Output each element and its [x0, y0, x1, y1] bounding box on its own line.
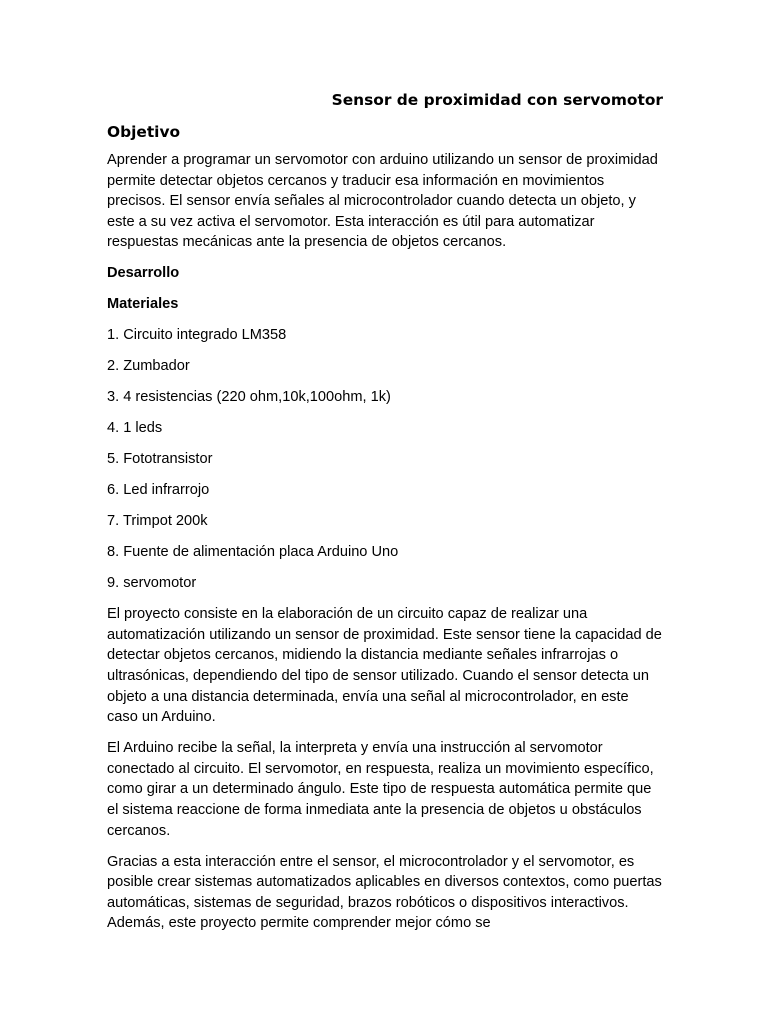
material-item: 8. Fuente de alimentación placa Arduino Uno: [107, 544, 399, 561]
development-heading: Desarrollo: [107, 265, 180, 282]
applications-paragraph: Gracias a esta interacción entre el sensor, el microcontrolador y el servomotor, es posible crear sistemas automatizados aplicables en diversos contextos, como puertas automáticas, sistemas de seguridad, brazos robóticos o dispositivos interactivos. Además, este proyecto permite comprender mejor cómo se: [107, 853, 662, 932]
material-item: 4. 1 leds: [107, 420, 163, 437]
material-item: 1. Circuito integrado LM358: [107, 327, 287, 344]
material-item: 3. 4 resistencias (220 ohm,10k,100ohm, 1k): [107, 389, 391, 406]
material-item: 7. Trimpot 200k: [107, 513, 208, 530]
project-description-paragraph: El proyecto consiste en la elaboración de un circuito capaz de realizar una automatización utilizando un sensor de proximidad. Este sensor tiene la capacidad de detectar objetos cercanos, midiendo la distancia mediante señales infrarrojas o ultrasónicas, dependiendo del tipo de sensor utilizado. Cuando el sensor detecta un objeto a una distancia determinada, envía una señal al microcontrolador, en este caso un Arduino.: [107, 606, 662, 726]
document-title: Sensor de proximidad con servomotor: [331, 91, 663, 109]
arduino-paragraph: El Arduino recibe la señal, la interpreta y envía una instrucción al servomotor conectado al circuito. El servomotor, en respuesta, realiza un movimiento específico, como girar a un determinado ángulo. Este tipo de respuesta automática permite que el sistema reaccione de forma inmediata ante la presencia de objetos u obstáculos cercanos.: [107, 740, 654, 839]
materials-list: [107, 325, 663, 593]
objective-paragraph: Aprender a programar un servomotor con arduino utilizando un sensor de proximidad permite detectar objetos cercanos y traducir esa información en movimientos precisos. El sensor envía señales al microcontrolador cuando detecta un objeto, y este a su vez activa el servomotor. Esta interacción es útil para automatizar respuestas mecánicas ante la presencia de objetos cercanos.: [107, 152, 658, 251]
material-item: 6. Led infrarrojo: [107, 482, 210, 499]
material-item: 5. Fototransistor: [107, 451, 213, 468]
material-item: 2. Zumbador: [107, 358, 190, 375]
materials-heading: Materiales: [107, 296, 179, 313]
objective-heading: Objetivo: [107, 123, 181, 141]
document-body: [107, 88, 663, 944]
material-item: 9. servomotor: [107, 575, 197, 592]
